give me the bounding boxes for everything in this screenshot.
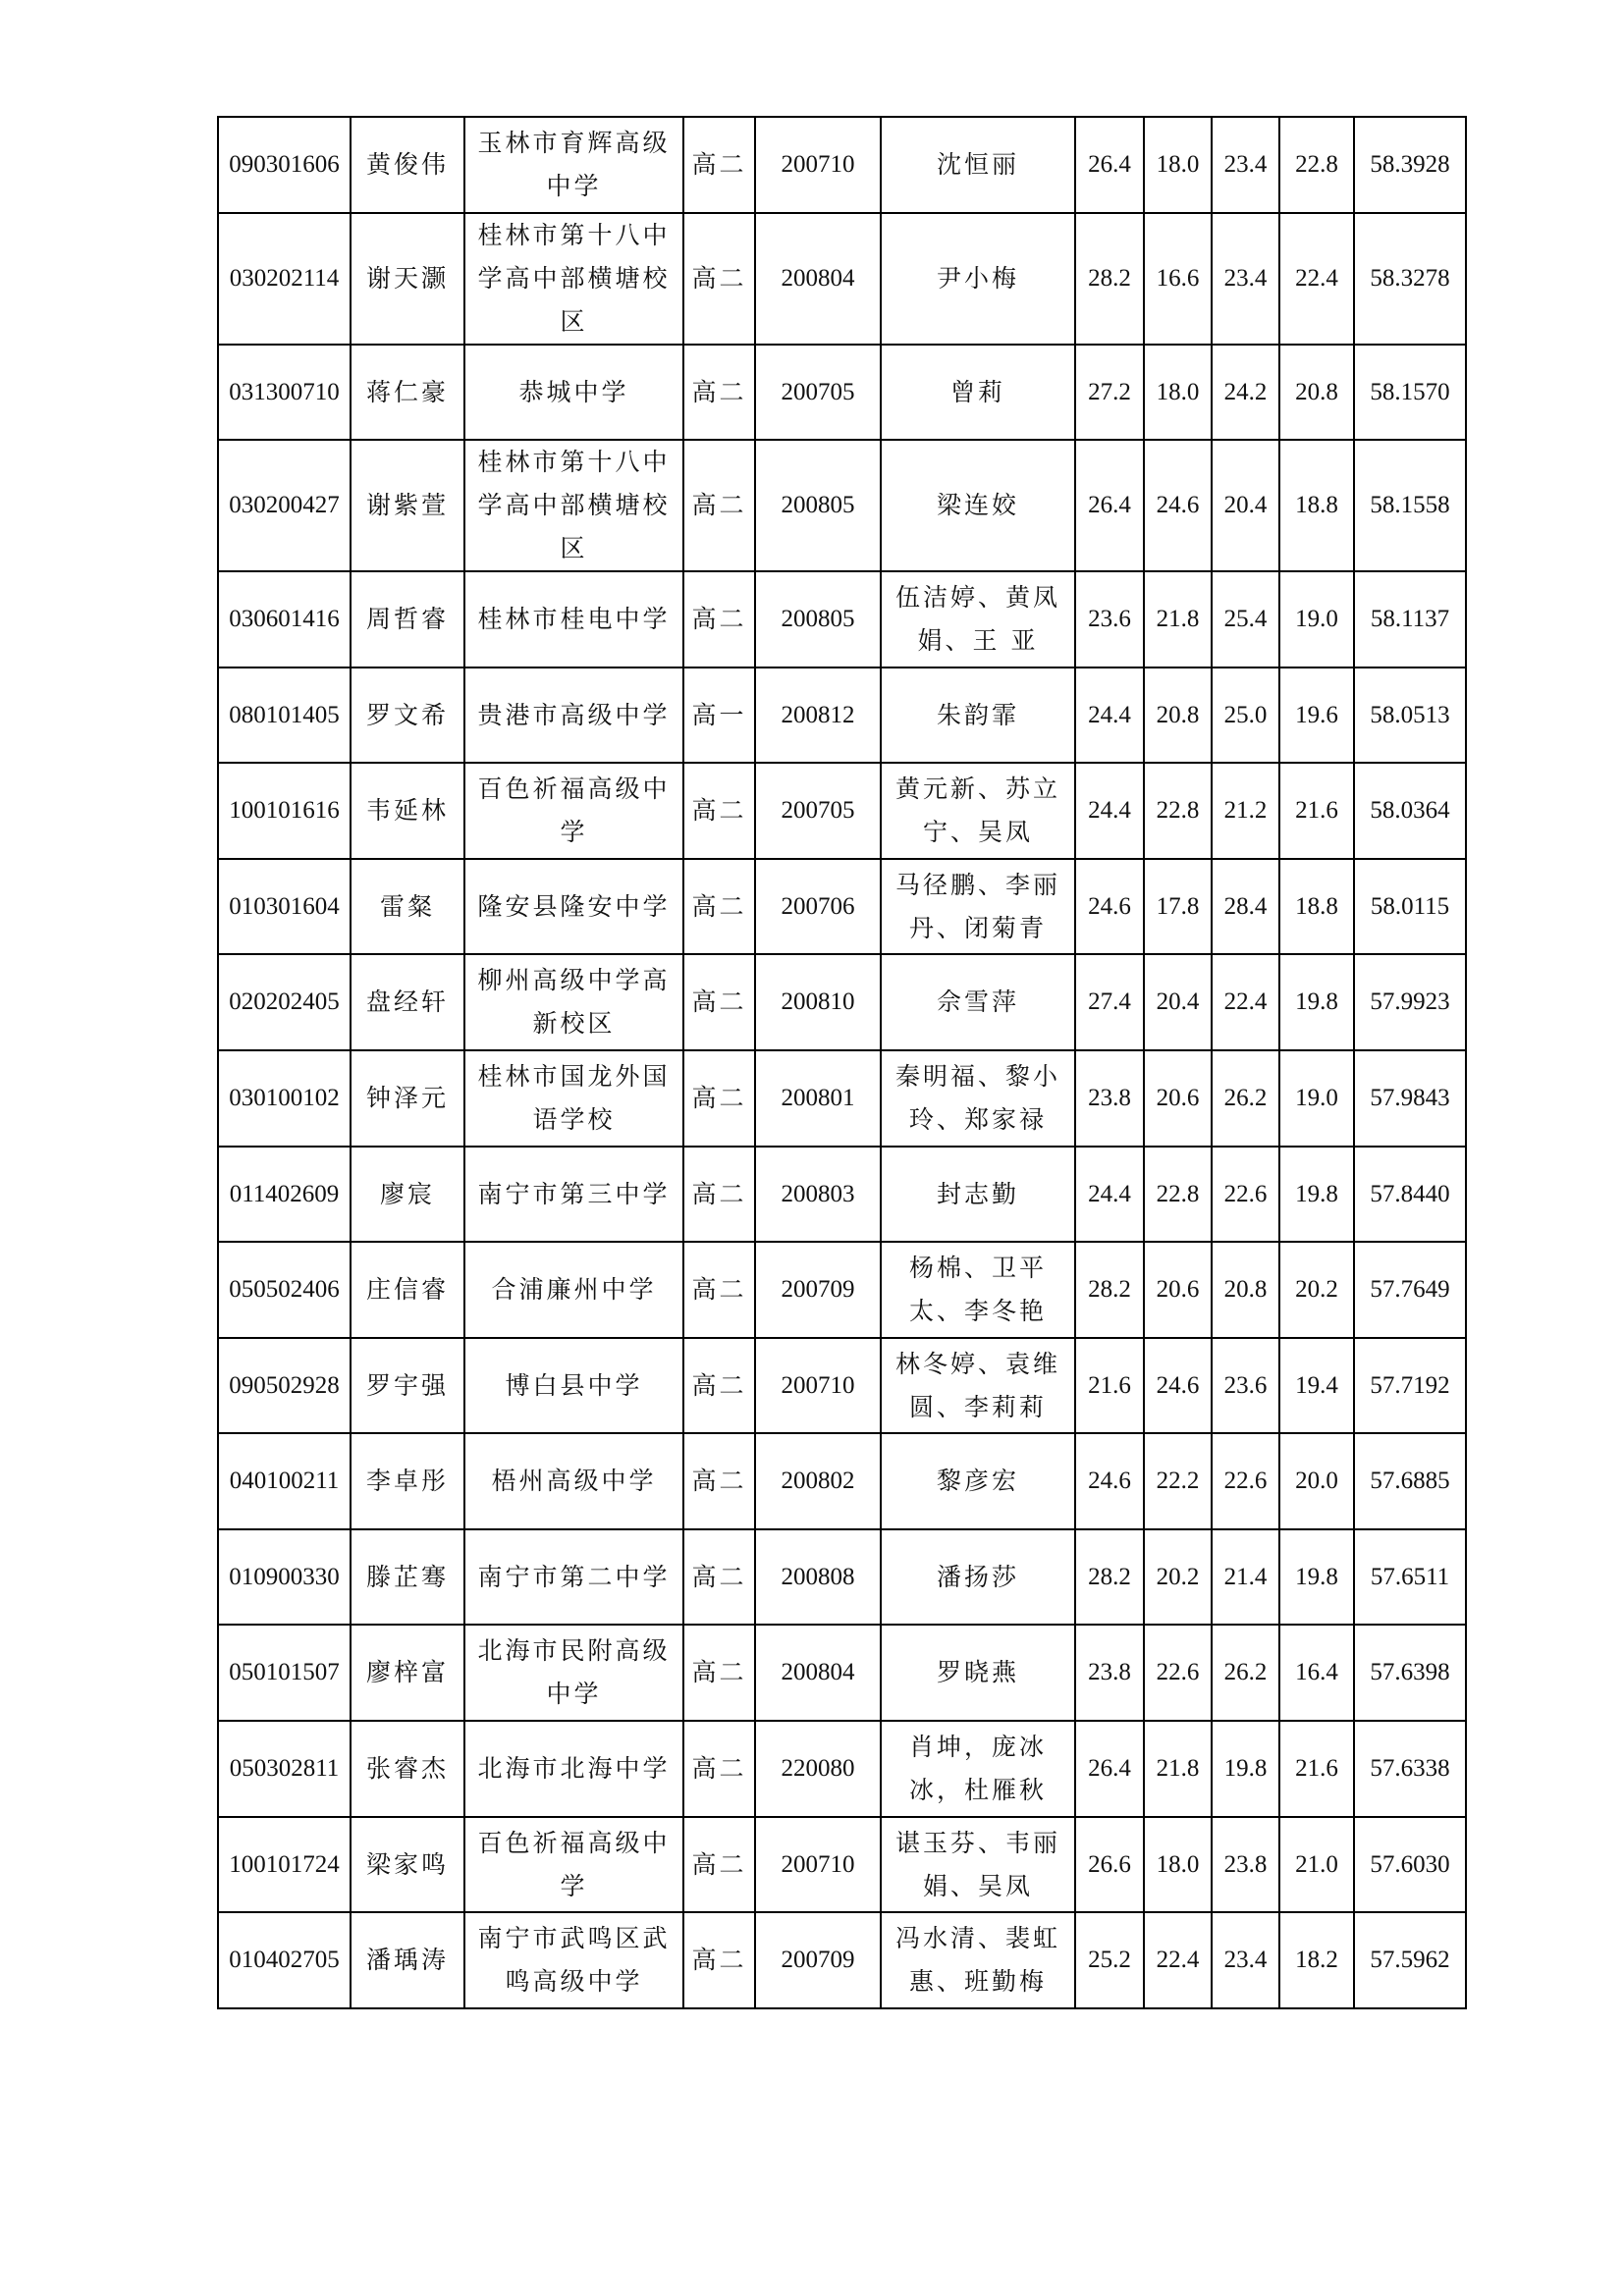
cell-school: 桂林市桂电中学 [464, 571, 683, 667]
cell-school: 贵港市高级中学 [464, 667, 683, 763]
cell-score-1: 28.2 [1075, 213, 1144, 345]
cell-birth-date: 200705 [755, 345, 881, 440]
cell-score-2: 17.8 [1144, 859, 1212, 954]
cell-score-3: 22.6 [1212, 1433, 1279, 1529]
cell-score-3: 22.4 [1212, 954, 1279, 1050]
table-row [218, 1625, 1466, 1721]
cell-total-score: 58.3278 [1354, 213, 1466, 345]
cell-score-1: 28.2 [1075, 1529, 1144, 1625]
cell-school: 桂林市第十八中学高中部横塘校区 [464, 440, 683, 571]
cell-student-name: 周哲睿 [351, 571, 464, 667]
cell-grade: 高二 [683, 1433, 755, 1529]
cell-student-name: 钟泽元 [351, 1050, 464, 1147]
table-row [218, 667, 1466, 763]
cell-exam-id: 010301604 [218, 859, 351, 954]
cell-exam-id: 090301606 [218, 117, 351, 213]
cell-score-3: 23.4 [1212, 117, 1279, 213]
cell-score-1: 23.8 [1075, 1050, 1144, 1147]
cell-school: 北海市北海中学 [464, 1721, 683, 1817]
cell-teacher: 杨棉、卫平太、李冬艳 [881, 1242, 1075, 1338]
cell-total-score: 57.6338 [1354, 1721, 1466, 1817]
cell-teacher: 梁连姣 [881, 440, 1075, 571]
table-row [218, 954, 1466, 1050]
cell-birth-date: 200805 [755, 440, 881, 571]
cell-score-2: 21.8 [1144, 571, 1212, 667]
cell-student-name: 廖宸 [351, 1147, 464, 1242]
cell-school: 桂林市国龙外国语学校 [464, 1050, 683, 1147]
cell-grade: 高二 [683, 763, 755, 859]
cell-birth-date: 200803 [755, 1147, 881, 1242]
cell-total-score: 57.8440 [1354, 1147, 1466, 1242]
cell-birth-date: 200801 [755, 1050, 881, 1147]
cell-score-4: 16.4 [1279, 1625, 1354, 1721]
cell-score-1: 24.6 [1075, 1433, 1144, 1529]
cell-score-4: 19.6 [1279, 667, 1354, 763]
cell-school: 梧州高级中学 [464, 1433, 683, 1529]
table-row [218, 1433, 1466, 1529]
cell-total-score: 57.6030 [1354, 1817, 1466, 1912]
cell-teacher: 封志勤 [881, 1147, 1075, 1242]
cell-student-name: 潘瑀涛 [351, 1912, 464, 2008]
cell-grade: 高二 [683, 345, 755, 440]
cell-score-4: 19.0 [1279, 571, 1354, 667]
cell-grade: 高二 [683, 1817, 755, 1912]
cell-score-3: 23.4 [1212, 213, 1279, 345]
cell-exam-id: 040100211 [218, 1433, 351, 1529]
cell-grade: 高二 [683, 1050, 755, 1147]
table-row [218, 345, 1466, 440]
cell-score-2: 22.2 [1144, 1433, 1212, 1529]
cell-birth-date: 200802 [755, 1433, 881, 1529]
cell-student-name: 谢紫萱 [351, 440, 464, 571]
table-row [218, 1529, 1466, 1625]
cell-birth-date: 200812 [755, 667, 881, 763]
cell-score-3: 20.8 [1212, 1242, 1279, 1338]
table-row [218, 1338, 1466, 1433]
cell-exam-id: 020202405 [218, 954, 351, 1050]
cell-birth-date: 200810 [755, 954, 881, 1050]
cell-score-2: 18.0 [1144, 1817, 1212, 1912]
cell-teacher: 冯水清、裴虹惠、班勤梅 [881, 1912, 1075, 2008]
cell-score-2: 16.6 [1144, 213, 1212, 345]
cell-student-name: 罗文希 [351, 667, 464, 763]
cell-school: 桂林市第十八中学高中部横塘校区 [464, 213, 683, 345]
cell-grade: 高一 [683, 667, 755, 763]
cell-birth-date: 200705 [755, 763, 881, 859]
cell-teacher: 朱韵霏 [881, 667, 1075, 763]
cell-score-1: 24.4 [1075, 763, 1144, 859]
cell-grade: 高二 [683, 1912, 755, 2008]
cell-grade: 高二 [683, 1529, 755, 1625]
cell-score-4: 20.0 [1279, 1433, 1354, 1529]
cell-score-4: 18.8 [1279, 440, 1354, 571]
cell-student-name: 雷粲 [351, 859, 464, 954]
cell-teacher: 曾莉 [881, 345, 1075, 440]
cell-score-1: 26.6 [1075, 1817, 1144, 1912]
cell-grade: 高二 [683, 1338, 755, 1433]
cell-total-score: 57.6398 [1354, 1625, 1466, 1721]
cell-score-2: 20.6 [1144, 1050, 1212, 1147]
table-row [218, 117, 1466, 213]
cell-exam-id: 030100102 [218, 1050, 351, 1147]
cell-score-4: 21.0 [1279, 1817, 1354, 1912]
table-row [218, 1912, 1466, 2008]
cell-teacher: 黄元新、苏立宁、吴凤 [881, 763, 1075, 859]
cell-total-score: 57.7649 [1354, 1242, 1466, 1338]
table-row [218, 1050, 1466, 1147]
cell-birth-date: 200710 [755, 1817, 881, 1912]
cell-total-score: 58.1570 [1354, 345, 1466, 440]
cell-total-score: 58.1137 [1354, 571, 1466, 667]
cell-birth-date: 200804 [755, 1625, 881, 1721]
cell-school: 南宁市第二中学 [464, 1529, 683, 1625]
cell-exam-id: 011402609 [218, 1147, 351, 1242]
cell-score-4: 21.6 [1279, 763, 1354, 859]
cell-exam-id: 080101405 [218, 667, 351, 763]
cell-score-3: 23.8 [1212, 1817, 1279, 1912]
cell-score-3: 21.4 [1212, 1529, 1279, 1625]
cell-grade: 高二 [683, 1721, 755, 1817]
cell-exam-id: 100101616 [218, 763, 351, 859]
cell-score-4: 22.4 [1279, 213, 1354, 345]
table-row [218, 571, 1466, 667]
cell-score-3: 28.4 [1212, 859, 1279, 954]
cell-teacher: 潘扬莎 [881, 1529, 1075, 1625]
cell-grade: 高二 [683, 117, 755, 213]
cell-grade: 高二 [683, 1147, 755, 1242]
cell-score-2: 22.4 [1144, 1912, 1212, 2008]
cell-score-1: 24.4 [1075, 1147, 1144, 1242]
cell-birth-date: 200804 [755, 213, 881, 345]
cell-exam-id: 050302811 [218, 1721, 351, 1817]
cell-teacher: 沈恒丽 [881, 117, 1075, 213]
cell-total-score: 57.6511 [1354, 1529, 1466, 1625]
cell-student-name: 庄信睿 [351, 1242, 464, 1338]
cell-birth-date: 200710 [755, 117, 881, 213]
cell-birth-date: 220080 [755, 1721, 881, 1817]
cell-student-name: 谢天灏 [351, 213, 464, 345]
cell-score-4: 18.8 [1279, 859, 1354, 954]
cell-school: 百色祈福高级中学 [464, 763, 683, 859]
cell-grade: 高二 [683, 213, 755, 345]
cell-exam-id: 030202114 [218, 213, 351, 345]
cell-teacher: 佘雪萍 [881, 954, 1075, 1050]
cell-teacher: 罗晓燕 [881, 1625, 1075, 1721]
table-row [218, 440, 1466, 571]
cell-score-2: 24.6 [1144, 440, 1212, 571]
table-row [218, 1721, 1466, 1817]
cell-grade: 高二 [683, 1242, 755, 1338]
cell-score-3: 21.2 [1212, 763, 1279, 859]
cell-school: 隆安县隆安中学 [464, 859, 683, 954]
cell-score-3: 23.4 [1212, 1912, 1279, 2008]
cell-score-2: 20.6 [1144, 1242, 1212, 1338]
cell-score-3: 25.0 [1212, 667, 1279, 763]
cell-score-3: 22.6 [1212, 1147, 1279, 1242]
cell-score-4: 22.8 [1279, 117, 1354, 213]
cell-score-2: 22.8 [1144, 763, 1212, 859]
cell-exam-id: 100101724 [218, 1817, 351, 1912]
table-body [218, 117, 1466, 2008]
cell-grade: 高二 [683, 571, 755, 667]
cell-teacher: 黎彦宏 [881, 1433, 1075, 1529]
cell-school: 博白县中学 [464, 1338, 683, 1433]
cell-score-1: 23.8 [1075, 1625, 1144, 1721]
cell-score-1: 21.6 [1075, 1338, 1144, 1433]
cell-total-score: 57.5962 [1354, 1912, 1466, 2008]
cell-student-name: 张睿杰 [351, 1721, 464, 1817]
cell-score-1: 26.4 [1075, 440, 1144, 571]
cell-score-4: 19.0 [1279, 1050, 1354, 1147]
table-row [218, 763, 1466, 859]
cell-school: 百色祈福高级中学 [464, 1817, 683, 1912]
cell-score-1: 24.4 [1075, 667, 1144, 763]
cell-birth-date: 200805 [755, 571, 881, 667]
cell-score-4: 19.8 [1279, 1529, 1354, 1625]
cell-exam-id: 010402705 [218, 1912, 351, 2008]
cell-score-3: 20.4 [1212, 440, 1279, 571]
cell-score-1: 27.4 [1075, 954, 1144, 1050]
cell-score-1: 23.6 [1075, 571, 1144, 667]
cell-teacher: 秦明福、黎小玲、郑家禄 [881, 1050, 1075, 1147]
cell-teacher: 谌玉芬、韦丽娟、吴凤 [881, 1817, 1075, 1912]
cell-school: 玉林市育辉高级中学 [464, 117, 683, 213]
cell-teacher: 肖坤，庞冰冰，杜雁秋 [881, 1721, 1075, 1817]
cell-grade: 高二 [683, 859, 755, 954]
cell-total-score: 58.0115 [1354, 859, 1466, 954]
table-row [218, 1817, 1466, 1912]
cell-total-score: 58.0364 [1354, 763, 1466, 859]
cell-student-name: 梁家鸣 [351, 1817, 464, 1912]
cell-grade: 高二 [683, 440, 755, 571]
cell-total-score: 57.6885 [1354, 1433, 1466, 1529]
cell-score-2: 18.0 [1144, 117, 1212, 213]
cell-score-4: 19.8 [1279, 1147, 1354, 1242]
cell-exam-id: 010900330 [218, 1529, 351, 1625]
cell-score-1: 27.2 [1075, 345, 1144, 440]
cell-score-1: 26.4 [1075, 117, 1144, 213]
cell-score-4: 19.8 [1279, 954, 1354, 1050]
cell-score-4: 18.2 [1279, 1912, 1354, 2008]
cell-birth-date: 200808 [755, 1529, 881, 1625]
cell-birth-date: 200710 [755, 1338, 881, 1433]
cell-exam-id: 030200427 [218, 440, 351, 571]
cell-exam-id: 090502928 [218, 1338, 351, 1433]
cell-score-4: 19.4 [1279, 1338, 1354, 1433]
cell-exam-id: 031300710 [218, 345, 351, 440]
cell-teacher: 马径鹏、李丽丹、闭菊青 [881, 859, 1075, 954]
cell-student-name: 韦延林 [351, 763, 464, 859]
cell-score-3: 26.2 [1212, 1625, 1279, 1721]
table-row [218, 1147, 1466, 1242]
cell-score-2: 21.8 [1144, 1721, 1212, 1817]
cell-score-1: 24.6 [1075, 859, 1144, 954]
cell-school: 南宁市第三中学 [464, 1147, 683, 1242]
table-row [218, 859, 1466, 954]
cell-student-name: 蒋仁豪 [351, 345, 464, 440]
cell-birth-date: 200709 [755, 1242, 881, 1338]
cell-teacher: 尹小梅 [881, 213, 1075, 345]
cell-total-score: 57.9923 [1354, 954, 1466, 1050]
cell-score-2: 22.8 [1144, 1147, 1212, 1242]
cell-total-score: 57.9843 [1354, 1050, 1466, 1147]
cell-teacher: 伍洁婷、黄凤娟、王 亚 [881, 571, 1075, 667]
cell-school: 南宁市武鸣区武鸣高级中学 [464, 1912, 683, 2008]
cell-birth-date: 200709 [755, 1912, 881, 2008]
cell-score-2: 24.6 [1144, 1338, 1212, 1433]
cell-score-3: 24.2 [1212, 345, 1279, 440]
cell-score-4: 20.2 [1279, 1242, 1354, 1338]
cell-student-name: 廖梓富 [351, 1625, 464, 1721]
cell-score-3: 23.6 [1212, 1338, 1279, 1433]
cell-score-2: 20.8 [1144, 667, 1212, 763]
table-row [218, 1242, 1466, 1338]
cell-total-score: 58.0513 [1354, 667, 1466, 763]
cell-score-1: 26.4 [1075, 1721, 1144, 1817]
cell-exam-id: 050101507 [218, 1625, 351, 1721]
cell-school: 恭城中学 [464, 345, 683, 440]
cell-score-3: 19.8 [1212, 1721, 1279, 1817]
cell-student-name: 李卓彤 [351, 1433, 464, 1529]
cell-score-3: 26.2 [1212, 1050, 1279, 1147]
cell-score-1: 28.2 [1075, 1242, 1144, 1338]
cell-score-1: 25.2 [1075, 1912, 1144, 2008]
cell-student-name: 黄俊伟 [351, 117, 464, 213]
cell-total-score: 58.3928 [1354, 117, 1466, 213]
cell-birth-date: 200706 [755, 859, 881, 954]
table-row [218, 213, 1466, 345]
cell-exam-id: 050502406 [218, 1242, 351, 1338]
cell-total-score: 58.1558 [1354, 440, 1466, 571]
cell-school: 北海市民附高级中学 [464, 1625, 683, 1721]
cell-total-score: 57.7192 [1354, 1338, 1466, 1433]
cell-student-name: 滕芷骞 [351, 1529, 464, 1625]
cell-score-4: 21.6 [1279, 1721, 1354, 1817]
cell-score-2: 22.6 [1144, 1625, 1212, 1721]
cell-grade: 高二 [683, 954, 755, 1050]
cell-school: 合浦廉州中学 [464, 1242, 683, 1338]
cell-score-2: 18.0 [1144, 345, 1212, 440]
cell-score-2: 20.4 [1144, 954, 1212, 1050]
cell-score-2: 20.2 [1144, 1529, 1212, 1625]
cell-teacher: 林冬婷、袁维圆、李莉莉 [881, 1338, 1075, 1433]
cell-grade: 高二 [683, 1625, 755, 1721]
cell-exam-id: 030601416 [218, 571, 351, 667]
cell-score-3: 25.4 [1212, 571, 1279, 667]
cell-student-name: 罗宇强 [351, 1338, 464, 1433]
cell-student-name: 盘经轩 [351, 954, 464, 1050]
results-table [217, 116, 1467, 2009]
cell-school: 柳州高级中学高新校区 [464, 954, 683, 1050]
cell-score-4: 20.8 [1279, 345, 1354, 440]
